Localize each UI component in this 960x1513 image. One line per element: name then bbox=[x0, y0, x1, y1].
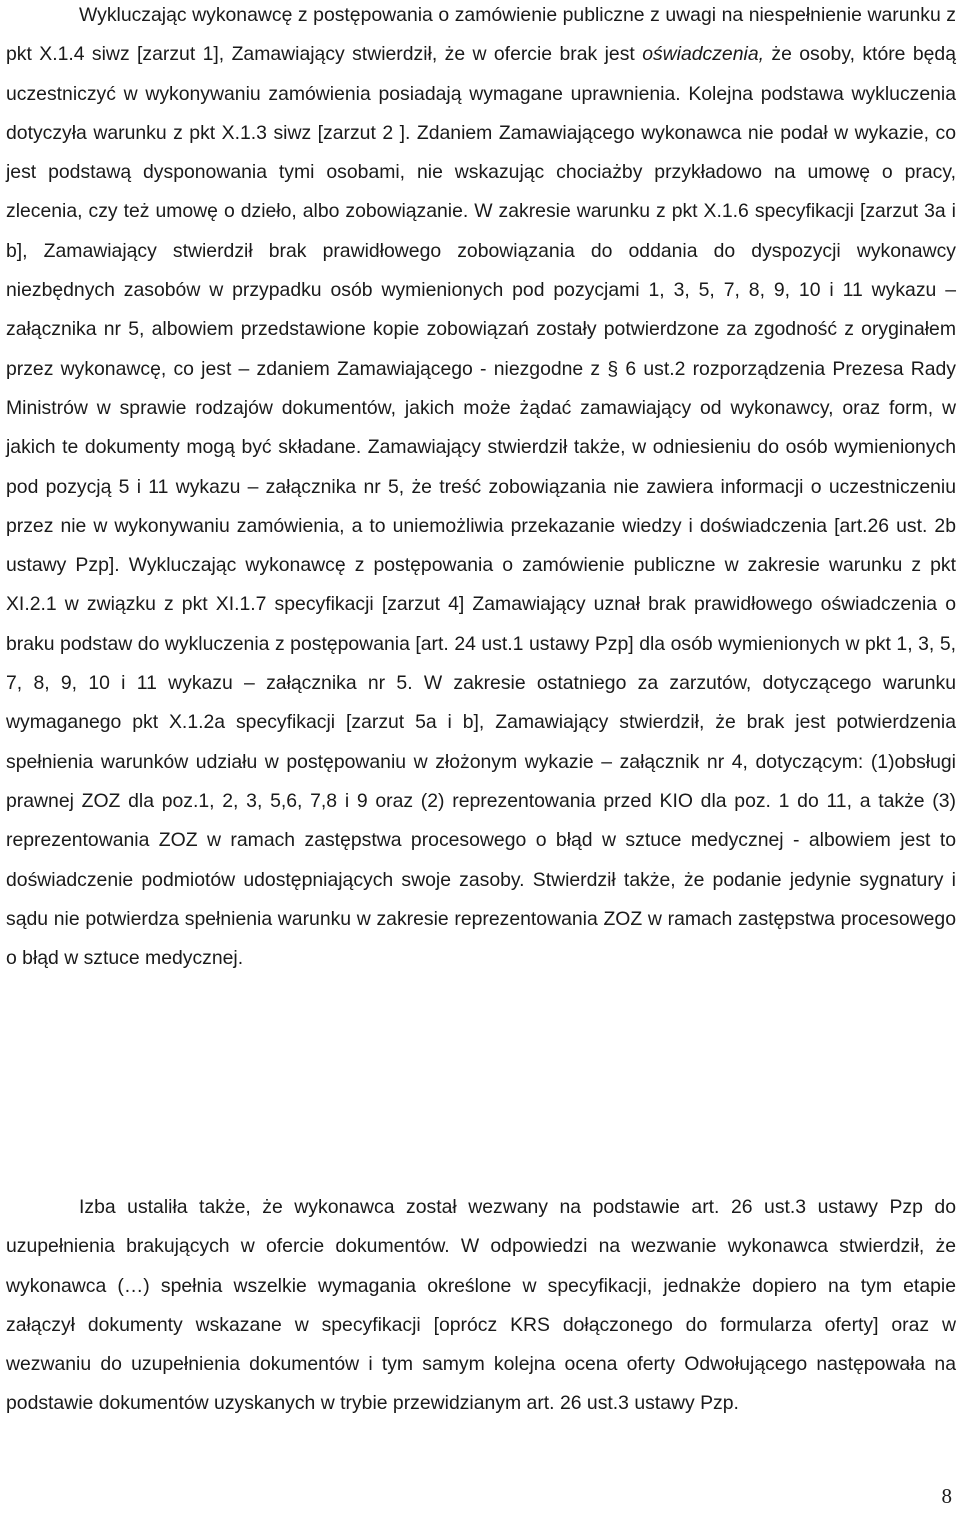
paragraph-1 bbox=[6, 0, 956, 978]
paragraph-2-text: Izba ustaliła także, że wykonawca został wezwany na podstawie art. 26 ust.3 ustawy Pzp do uzupełnienia brakujących w ofercie dokumentów. W odpowiedzi na wezwanie wykonawca stwierdził, że wykonawca (…) spełnia wszelkie wymagania określone w specyfikacji, jednakże dopiero na tym etapie załączył dokumenty wskazane w specyfikacji [oprócz KRS dołączonego do formularza oferty] oraz w wezwaniu do uzupełnienia dokumentów i tym samym kolejna ocena oferty Odwołującego następowała na podstawie dokumentów uzyskanych w trybie przewidzianym art. 26 ust.3 ustawy Pzp. bbox=[6, 1196, 956, 1415]
paragraph-1-part-3: że osoby, które będą uczestniczyć w wykonywaniu zamówienia posiadają wymagane uprawnienia. Kolejna podstawa wykluczenia dotyczyła warunku z pkt X.1.3 siwz [zarzut 2 ]. Zdaniem Zamawiającego wykonawca nie podał w wykazie, co jest podstawą dysponowania tymi osobami, nie wskazując chociażby przykładowo na umowę o pracy, zlecenia, czy też umowę o dzieło, albo zobowiązanie. W zakresie warunku z pkt X.1.6 specyfikacji [zarzut 3a i b], Zamawiający stwierdził brak prawidłowego zobowiązania do oddania do dyspozycji wykonawcy niezbędnych zasobów w przypadku osób wymienionych pod pozycjami 1, 3, 5, 7, 8, 9, 10 i 11 wykazu – załącznika nr 5, albowiem przedstawione kopie zobowiązań zostały potwierdzone za zgodność z oryginałem przez wykonawcę, co jest – zdaniem Zamawiającego - niezgodne z § 6 ust.2 rozporządzenia Prezesa Rady Ministrów w sprawie rodzajów dokumentów, jakich może żądać zamawiający od wykonawcy, oraz form, w jakich te dokumenty mogą być składane. Zamawiający stwierdził także, w odniesieniu do osób wymienionych pod pozycją 5 i 11 wykazu – załącznika nr 5, że treść zobowiązania nie zawiera informacji o uczestniczeniu przez nie w wykonywaniu zamówienia, a to uniemożliwia przekazanie wiedzy i doświadczenia [art.26 ust. 2b ustawy Pzp]. Wykluczając wykonawcę z postępowania o zamówienie publiczne w zakresie warunku z pkt XI.2.1 w związku z pkt XI.1.7 specyfikacji [zarzut 4] Zamawiający uznał brak prawidłowego oświadczenia o braku podstaw do wykluczenia z postępowania [art. 24 ust.1 ustawy Pzp] dla osób wymienionych w pkt 1, 3, 5, 7, 8, 9, 10 i 11 wykazu – załącznika nr 5. W zakresie ostatniego za zarzutów, dotyczącego warunku wymaganego pkt X.1.2a specyfikacji [zarzut 5a i b], Zamawiający stwierdził, że brak jest potwierdzenia spełnienia warunków udziału w postępowaniu w złożonym wykazie – załącznik nr 4, dotyczącym: (1)obsługi prawnej ZOZ dla poz.1, 2, 3, 5,6, 7,8 i 9 oraz (2) reprezentowania przed KIO dla poz. 1 do 11, a także (3) reprezentowania ZOZ w ramach zastępstwa procesowego o błąd w sztuce medycznej - albowiem jest to doświadczenie podmiotów udostępniających swoje zasoby. Stwierdził także, że podanie jedynie sygnatury i sądu nie potwierdza spełnienia warunku w zakresie reprezentowania ZOZ w ramach zastępstwa procesowego o błąd w sztuce medycznej. bbox=[6, 43, 956, 970]
paragraph-2 bbox=[6, 1188, 956, 1424]
page-number: 8 bbox=[941, 1484, 952, 1508]
paragraph-1-part-1: Wykluczając wykonawcę z postępowania o zamówienie publiczne z uwagi na niespełnienie warunku z pkt X.1.4 siwz [zarzut 1], Zamawiający stwierdził, że w ofercie brak jest bbox=[6, 4, 956, 66]
paragraph-1-italic-term: oświadczenia, bbox=[642, 43, 764, 66]
